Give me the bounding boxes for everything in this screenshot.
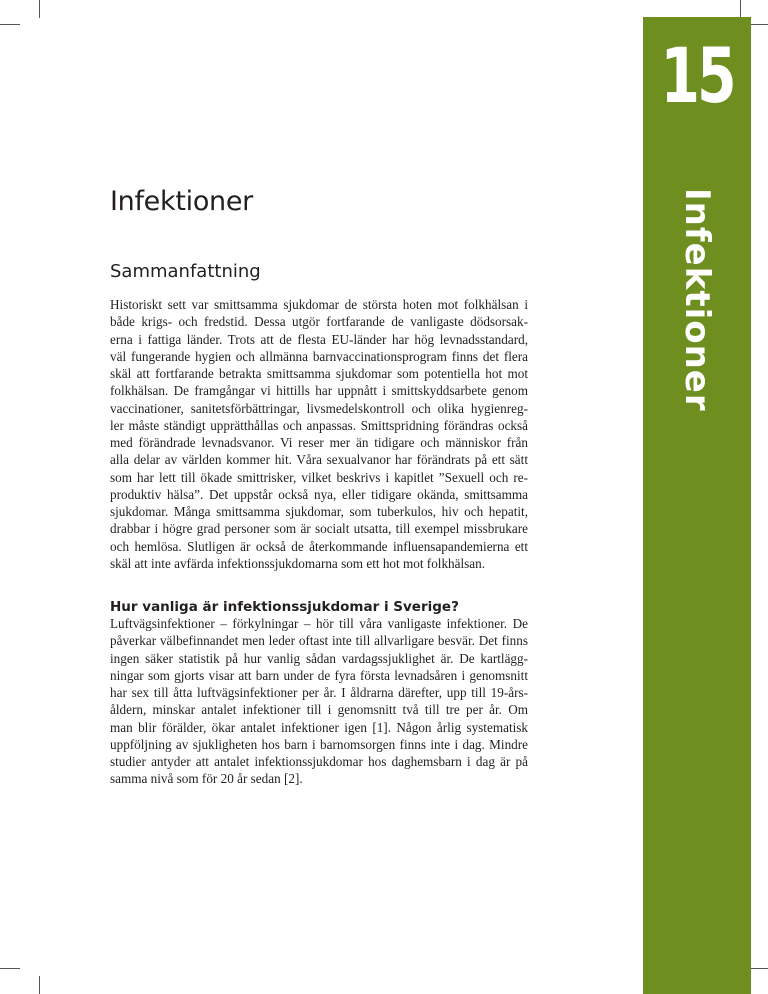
text-line: skäl att fortfarande betrakta smittsamma sjukdomar som potentiella hot mot xyxy=(110,366,528,381)
page-title: Infektioner xyxy=(110,186,253,217)
text-line: har sex till åtta luftvägsinfektioner per år. I åldrarna därefter, upp till 19-års- xyxy=(110,685,528,700)
text-line: studier antyder att antalet infektionssjukdomar hos daghemsbarn i dag är på xyxy=(110,754,528,769)
crop-mark xyxy=(748,968,768,969)
chapter-tab-title: Infektioner xyxy=(677,188,717,412)
crop-mark xyxy=(39,976,40,994)
text-line: alla delar av världen kommer hit. Våra sexualvanor har förändrats på ett sätt xyxy=(110,452,528,468)
text-line: påverkar välbefinnandet men leder oftast inte till allvarligare besvär. Det finns xyxy=(110,633,528,649)
body-paragraph xyxy=(110,615,528,788)
chapter-tab xyxy=(643,17,751,994)
section-heading: Sammanfattning xyxy=(110,261,261,282)
text-line: Historiskt sett var smittsamma sjukdomar de största hoten mot folkhälsan i xyxy=(110,297,528,312)
summary-paragraph xyxy=(110,296,528,572)
text-line: med förändrade levnadsvanor. Vi reser mer än tidigare och människor från xyxy=(110,435,528,450)
crop-mark xyxy=(740,0,741,18)
text-line: produktiv hälsa”. Det uppstår också nya, eller tidigare okända, smittsamma xyxy=(110,486,528,502)
chapter-number: 15 xyxy=(660,31,734,120)
text-line: drabbar i högre grad personer som är socialt utsatta, till exempel missbrukare xyxy=(110,521,528,537)
text-line: väl fungerande hygien och allmänna barnvaccinationsprogram finns det flera xyxy=(110,348,528,364)
crop-mark xyxy=(748,24,768,25)
text-line: både krigs- och fredstid. Dessa utgör fortfarande de vanligaste dödsorsak- xyxy=(110,314,528,330)
text-line: erna i fattiga länder. Trots att de flesta EU-länder har hög levnadsstandard, xyxy=(110,331,528,347)
text-line: åldern, minskar antalet infektioner till i genomsnitt två till tre per år. Om xyxy=(110,702,528,718)
crop-mark xyxy=(0,968,20,969)
text-line: som har lett till ökade smittrisker, vilket beskrivs i kapitlet ”Sexuell och re- xyxy=(110,469,528,485)
text-line: och hemlösa. Slutligen är också de återkommande influensapandemierna ett xyxy=(110,538,528,554)
text-line: ingen säker statistik på hur vanlig sådan vardagssjuklighet är. De kartlägg- xyxy=(110,650,528,666)
text-line: man blir förälder, ökar antalet infektioner igen [1]. Någon årlig systematisk xyxy=(110,719,528,735)
text-line: uppföljning av sjukligheten hos barn i barnomsorgen finns inte i dag. Mindre xyxy=(110,736,528,752)
crop-mark xyxy=(39,0,40,18)
text-line: skäl att inte avfärda infektionssjukdomarna som ett hot mot folkhälsan. xyxy=(110,555,486,571)
crop-mark xyxy=(0,24,20,25)
text-line: folkhälsan. De framgångar vi hittills har uppnått i smittskyddsarbete genom xyxy=(110,383,528,399)
text-line: samma nivå som för 20 år sedan [2]. xyxy=(110,771,303,787)
text-line: sjukdomar. Många smittsamma sjukdomar, som tuberkulos, hiv och hepatit, xyxy=(110,504,528,519)
text-line: ler måste ständigt upprätthållas och anpassas. Smittspridning förändras också xyxy=(110,417,528,433)
text-line: Luftvägsinfektioner – förkylningar – hör till våra vanligaste infektioner. De xyxy=(110,616,528,631)
text-line: vaccinationer, sanitetsförbättringar, livsmedelskontroll och olika hygienreg- xyxy=(110,400,528,416)
subheading: Hur vanliga är infektionssjukdomar i Sverige? xyxy=(110,599,459,615)
text-line: ningar som gjorts visar att barn under de fyra första levnadsåren i genomsnitt xyxy=(110,667,528,683)
